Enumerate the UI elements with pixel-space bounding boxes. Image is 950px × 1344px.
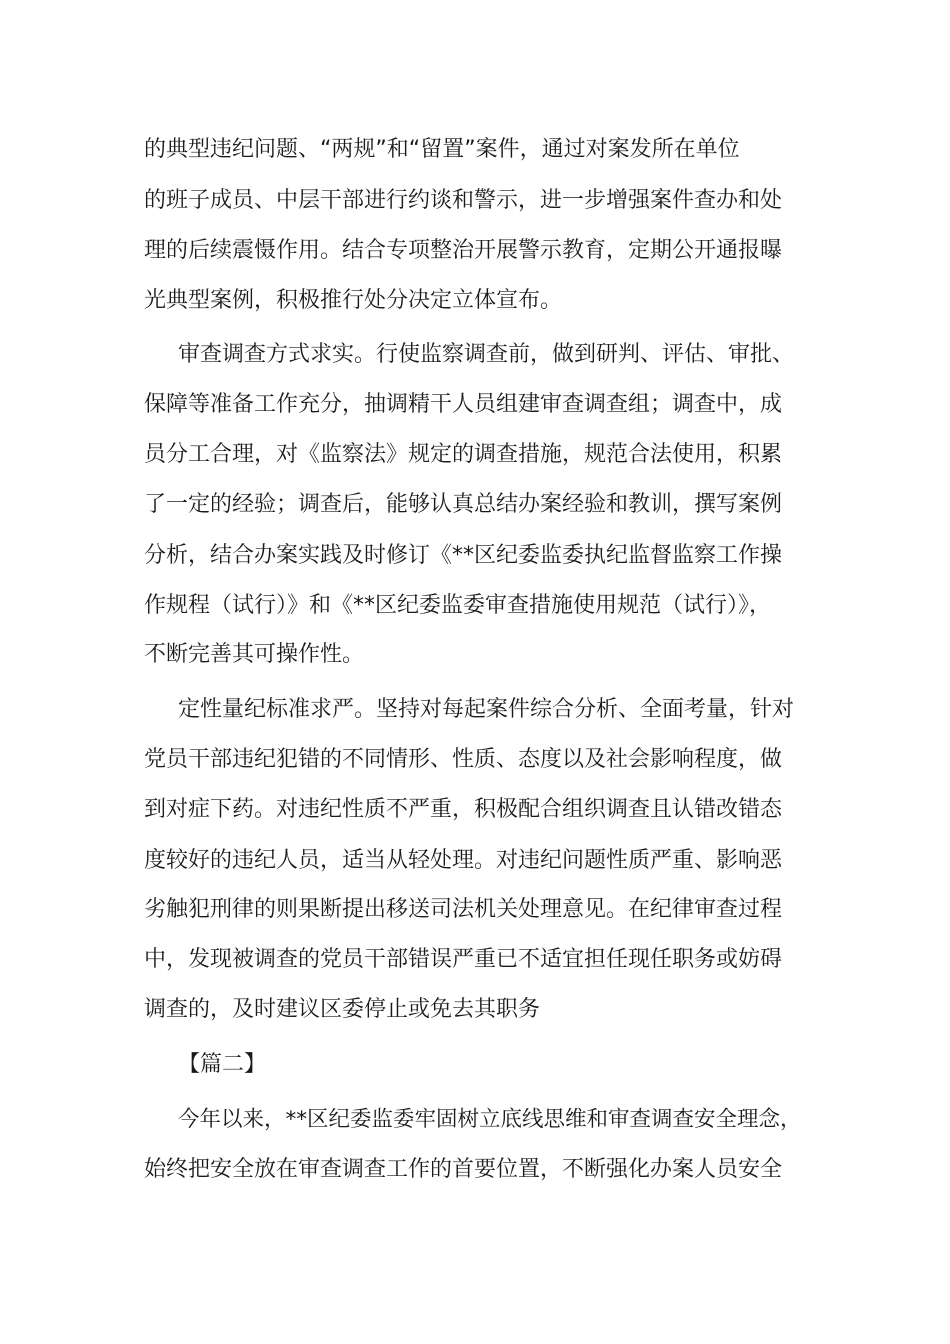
text-line: 【篇二】 <box>178 1052 267 1077</box>
text-line: 到对症下药。对违纪性质不严重，积极配合组织调查且认错改错态 <box>144 797 783 822</box>
text-line: 审查调查方式求实。行使监察调查前，做到研判、评估、审批、 <box>178 342 795 367</box>
text-line: 度较好的违纪人员，适当从轻处理。对违纪问题性质严重、影响恶 <box>144 848 783 873</box>
text-line: 的班子成员、中层干部进行约谈和警示，进一步增强案件查办和处 <box>144 188 783 213</box>
text-line: 的典型违纪问题、“两规”和“留置”案件，通过对案发所在单位 <box>144 137 740 162</box>
text-line: 保障等准备工作充分，抽调精干人员组建审查调查组；调查中，成 <box>144 392 783 417</box>
text-line: 中，发现被调查的党员干部错误严重已不适宜担任现任职务或妨碍 <box>144 947 783 972</box>
text-line: 调查的，及时建议区委停止或免去其职务 <box>144 997 541 1022</box>
text-line: 分析，结合办案实践及时修订《**区纪委监委执纪监督监察工作操 <box>144 543 783 568</box>
text-line: 理的后续震慑作用。结合专项整治开展警示教育，定期公开通报曝 <box>144 238 783 263</box>
text-line: 光典型案例，积极推行处分决定立体宣布。 <box>144 288 563 313</box>
text-line: 始终把安全放在审查调查工作的首要位置，不断强化办案人员安全 <box>144 1157 783 1182</box>
text-line: 今年以来，**区纪委监委牢固树立底线思维和审查调查安全理念， <box>178 1107 802 1132</box>
text-line: 党员干部违纪犯错的不同情形、性质、态度以及社会影响程度，做 <box>144 747 783 772</box>
text-line: 了一定的经验；调查后，能够认真总结办案经验和教训，撰写案例 <box>144 492 783 517</box>
text-line: 不断完善其可操作性。 <box>144 642 365 667</box>
text-line: 劣触犯刑律的则果断提出移送司法机关处理意见。在纪律审查过程 <box>144 897 783 922</box>
text-line: 定性量纪标准求严。坚持对每起案件综合分析、全面考量，针对 <box>178 697 795 722</box>
text-line: 员分工合理，对《监察法》规定的调查措施，规范合法使用，积累 <box>144 442 783 467</box>
text-line: 作规程（试行）》和《**区纪委监委审查措施使用规范（试行）》， <box>144 593 772 618</box>
